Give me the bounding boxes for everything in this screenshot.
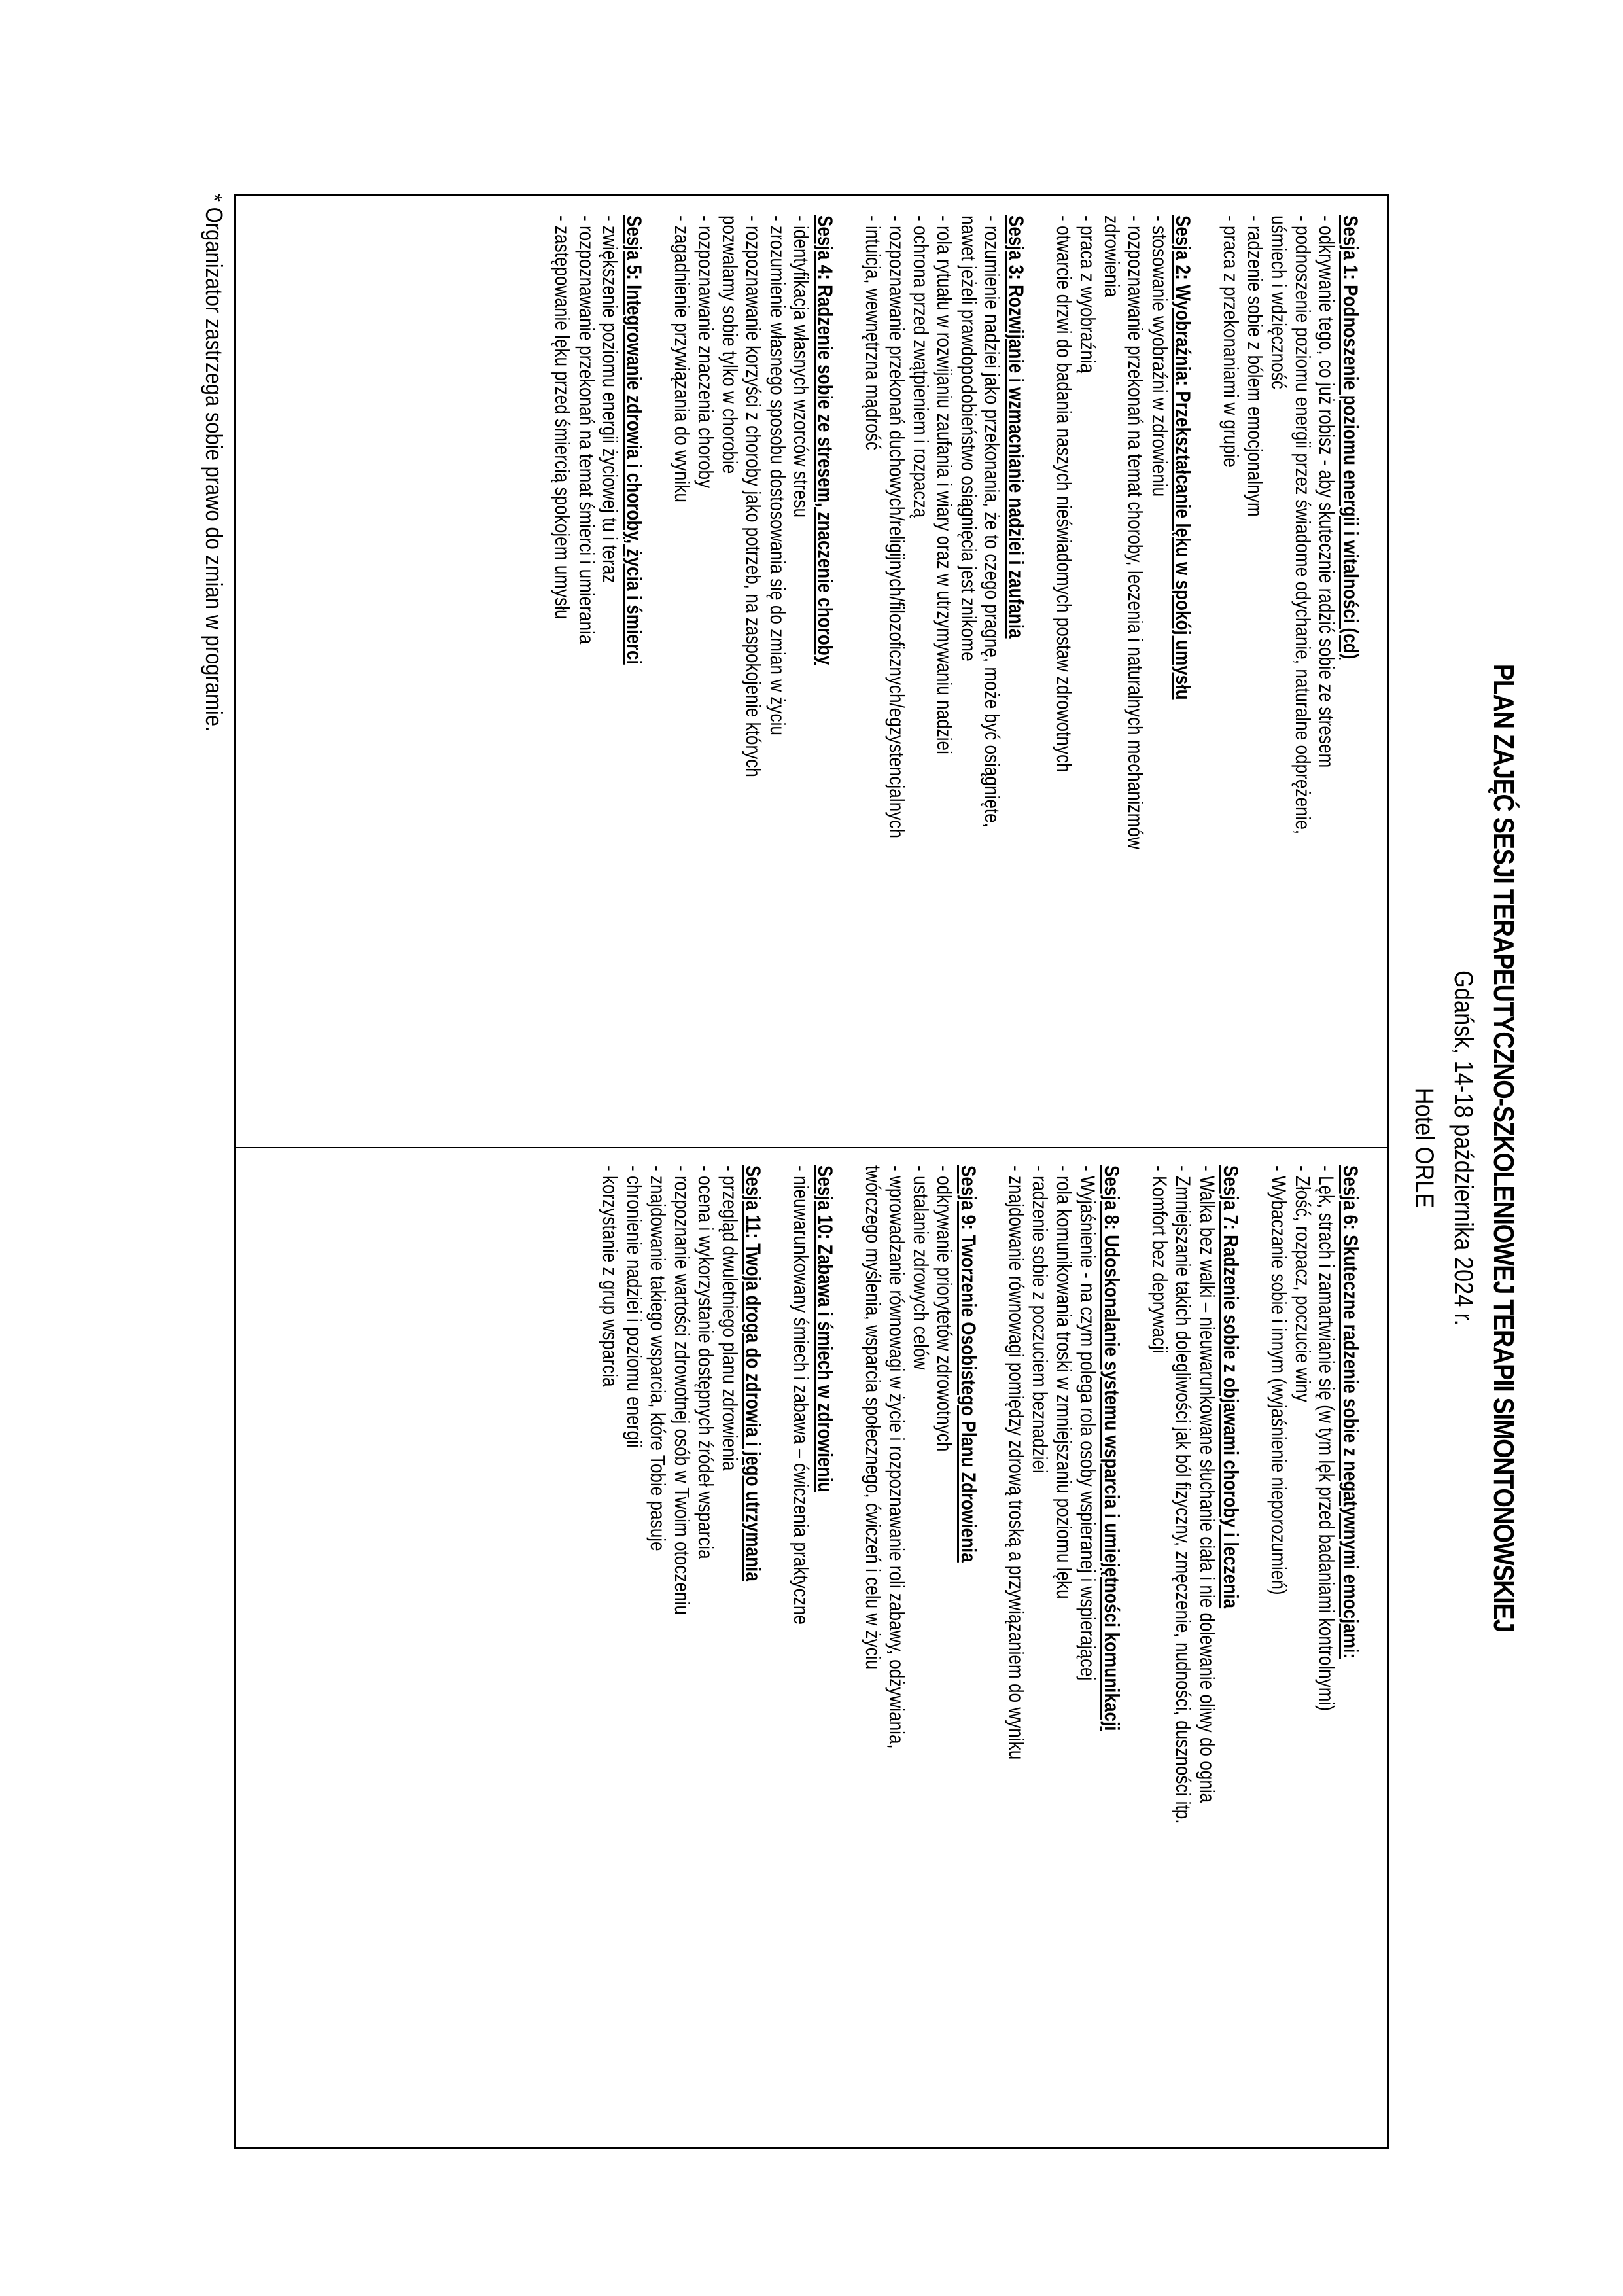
session-item: - identyfikacja własnych wzorców stresu (790, 215, 814, 518)
session-item: - zwiększenie poziomu energii życiowej tu i teraz (599, 215, 623, 584)
session-title: Sesja 7: Radzenie sobie z objawami choroby i leczenia (1219, 1165, 1244, 1609)
session-block (551, 215, 646, 1134)
session-title: Sesja 3: Rozwijanie i wzmacnianie nadziei i zaufania (1005, 215, 1028, 639)
session-block (599, 1165, 766, 2134)
session-item: - ocena i wykorzystanie dostępnych źródeł wsparcia (694, 1165, 718, 1559)
session-item: - Wybaczanie sobie i innym (wyjaśnienie nieporozumień) (1267, 1165, 1291, 1595)
footnote: * Organizator zastrzega sobie prawo do zmian w programie. (201, 194, 228, 732)
session-item: - Walka bez walki – nieuwarunkowane słuchanie ciała i nie dolewanie oliwy do ognia (1196, 1165, 1219, 1803)
session-item: - praca z przekonaniami w grupie (1219, 215, 1244, 468)
session-item: - rozpoznanie wartości zdrowotnej osób w Twoim otoczeniu (671, 1165, 694, 1615)
session-block (790, 1165, 837, 2134)
session-item: - intuicja, wewnętrzna mądrość (862, 215, 885, 450)
session-item: - znajdowanie równowagi pomiędzy zdrową troską a przywiązaniem do wyniku (1005, 1165, 1028, 1760)
session-item: - rozpoznawanie przekonań na temat choroby, leczenia i naturalnych mechanizmów (1124, 215, 1148, 849)
session-title: Sesja 4: Radzenie sobie ze stresem, znaczenie choroby (814, 215, 837, 665)
session-item: - rola komunikowania troski w zmniejszaniu poziomu lęku (1053, 1165, 1076, 1599)
session-title: Sesja 6: Skuteczne radzenie sobie z negatywnymi emocjami: (1339, 1165, 1363, 1659)
session-item: - radzenie sobie z poczuciem beznadziei (1028, 1165, 1053, 1474)
session-block (1219, 215, 1363, 1134)
session-item: - podnoszenie poziomu energii przez świadome odychanie, naturalne odprężenie, (1291, 215, 1315, 835)
schedule-table (234, 194, 1389, 2149)
session-title: Sesja 10: Zabawa i śmiech w zdrowieniu (814, 1165, 837, 1492)
session-block (862, 215, 1029, 1134)
session-item: - ochrona przed zwątpieniem i rozpaczą (909, 215, 933, 518)
session-block (671, 215, 838, 1134)
session-block (862, 1165, 981, 2134)
session-item: - rozpoznawanie przekonań duchowych/religijnych/filozoficznych/egzystencjalnych (885, 215, 909, 838)
venue: Hotel ORLE (1410, 1087, 1439, 1209)
session-block (1267, 1165, 1363, 2134)
session-item: pozwalamy sobie tylko w chorobie (718, 215, 742, 474)
session-title: Sesja 11: Twoja droga do zdrowia i jego utrzymania (742, 1165, 766, 1581)
session-block (1005, 1165, 1125, 2134)
session-item: - ustalanie zdrowych celów (909, 1165, 933, 1370)
session-item: nawet jeżeli prawdopodobieństwo osiągnięcia jest znikome (957, 215, 981, 662)
session-title: Sesja 8: Udoskonalanie systemu wsparcia i umiejętności komunikacji (1100, 1165, 1124, 1731)
session-item: - wprowadzanie równowagi w życie i rozpoznawanie roli zabawy, odżywiania, (885, 1165, 909, 1749)
session-item: - odkrywanie priorytetów zdrowotnych (933, 1165, 957, 1452)
session-item: zdrowienia (1100, 215, 1124, 297)
schedule-column-left (236, 196, 1387, 1148)
session-item: - stosowanie wyobraźni w zdrowieniu (1148, 215, 1172, 497)
session-item: - Lęk, strach i zamartwianie się (w tym lęk przed badaniami kontrolnymi) (1315, 1165, 1339, 1712)
session-item: - rola rytuału w rozwijaniu zaufania i wiary oraz w utrzymywaniu nadziei (933, 215, 957, 754)
session-item: - zagadnienie przywiązania do wyniku (671, 215, 694, 503)
session-item: twórczego myślenia, wsparcia społecznego, ćwiczeń i celu w życiu (862, 1165, 885, 1670)
session-item: - rozpoznawanie korzyści z choroby jako potrzeb, na zaspokojenie których (742, 215, 766, 777)
session-item: - chronienie nadziei i poziomu energii (623, 1165, 646, 1448)
document-title: PLAN ZAJĘĆ SESJI TERAPEUTYCZNO-SZKOLENIOWEJ TERAPII SIMONTONOWSKIEJ (1488, 663, 1520, 1633)
session-item: - Komfort bez deprywacji (1148, 1165, 1172, 1354)
session-item: - nieuwarunkowany śmiech i zabawa – ćwiczenia praktyczne (790, 1165, 814, 1625)
session-item: - Złość, rozpacz, poczucie winy (1291, 1165, 1315, 1402)
session-title: Sesja 2: Wyobraźnia: Przekształcanie lęku w spokój umysłu (1172, 215, 1196, 700)
session-item: - odkrywanie tego, co już robisz - aby skutecznie radzić sobie ze stresem (1315, 215, 1339, 768)
session-item: - praca z wyobraźnią (1076, 215, 1100, 374)
session-item: - otwarcie drzwi do badania naszych nieświadomych postaw zdrowotnych (1053, 215, 1076, 773)
session-item: uśmiech i wdzięczność (1267, 215, 1291, 389)
location-date: Gdańsk, 14-18 października 2024 r. (1449, 970, 1478, 1326)
session-item: - rozpoznawanie przekonań na temat śmierci i umierania (575, 215, 599, 645)
session-item: - rozpoznawanie znaczenia choroby (694, 215, 718, 489)
schedule-column-right (236, 1148, 1387, 2147)
session-block (1148, 1165, 1244, 2134)
session-item: - zastępowanie lęku przed śmiercią spokojem umysłu (551, 215, 575, 620)
session-item: - rozumienie nadziei jako przekonania, że to czego pragnę, może być osiągnięte, (981, 215, 1005, 828)
session-item: - zrozumienie własnego sposobu dostosowania się do zmian w życiu (766, 215, 790, 735)
session-title: Sesja 1: Podnoszenie poziomu energii i witalności (cd) (1339, 215, 1363, 660)
session-block (1053, 215, 1196, 1134)
session-item: - znajdowanie takiego wsparcia, które Tobie pasuje (646, 1165, 671, 1551)
session-item: - radzenie sobie z bólem emocjonalnym (1244, 215, 1267, 517)
session-item: - korzystanie z grup wsparcia (599, 1165, 623, 1387)
session-title: Sesja 5: Integrowanie zdrowia i choroby, życia i śmierci (623, 215, 646, 665)
session-title: Sesja 9: Tworzenie Osobistego Planu Zdrowienia (957, 1165, 981, 1563)
session-item: - Wyjaśnienie - na czym polega rola osoby wspieranej i wspierającej (1076, 1165, 1100, 1681)
session-item: - przegląd dwuletniego planu zdrowienia (718, 1165, 742, 1471)
session-item: - Zmniejszanie takich dolegliwości jak ból fizyczny, zmęczenie, nudności, duszności itp. (1172, 1165, 1196, 1824)
